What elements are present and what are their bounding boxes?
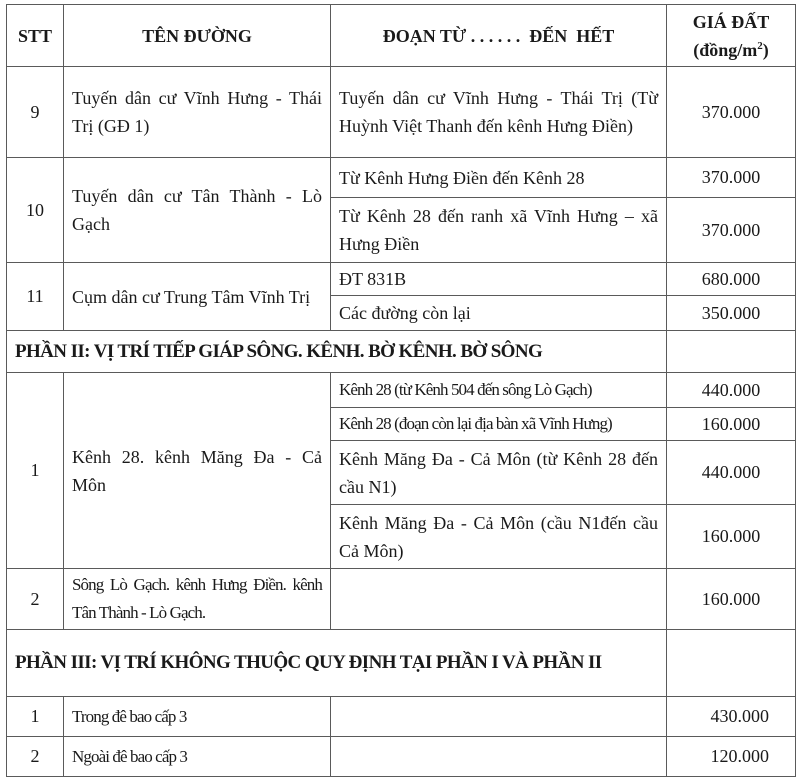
row-stt: 2 bbox=[7, 737, 64, 777]
section-title-part3: PHẦN III: VỊ TRÍ KHÔNG THUỘC QUY ĐỊNH TẠI PHẦN I VÀ PHẦN II bbox=[7, 630, 667, 697]
table-row bbox=[7, 67, 796, 158]
row-name: Ngoài đê bao cấp 3 bbox=[64, 737, 331, 777]
table-row bbox=[7, 569, 796, 630]
row-stt: 9 bbox=[7, 67, 64, 158]
header-gia-dat bbox=[667, 5, 796, 67]
table-row bbox=[7, 737, 796, 777]
row-segment: Kênh Măng Đa - Cả Môn (cầu N1đến cầu Cả Môn) bbox=[331, 505, 667, 569]
section-empty-price bbox=[667, 331, 796, 373]
row-name: Sông Lò Gạch. kênh Hưng Điền. kênh Tân Thành - Lò Gạch. bbox=[64, 569, 331, 630]
row-segment: Từ Kênh Hưng Điền đến Kênh 28 bbox=[331, 158, 667, 198]
header-row bbox=[7, 5, 796, 67]
row-price: 430.000 bbox=[667, 697, 796, 737]
row-segment: Tuyến dân cư Vĩnh Hưng - Thái Trị (Từ Huỳnh Việt Thanh đến kênh Hưng Điền) bbox=[331, 67, 667, 158]
row-price: 370.000 bbox=[667, 198, 796, 263]
section-row bbox=[7, 630, 796, 697]
header-doan bbox=[331, 5, 667, 67]
section-row bbox=[7, 331, 796, 373]
row-segment: Kênh 28 (đoạn còn lại địa bàn xã Vĩnh Hưng) bbox=[331, 408, 667, 441]
table-row bbox=[7, 373, 796, 408]
row-price: 370.000 bbox=[667, 158, 796, 198]
row-name: Trong đê bao cấp 3 bbox=[64, 697, 331, 737]
header-gia-line1: GIÁ ĐẤT bbox=[692, 11, 770, 32]
row-price: 160.000 bbox=[667, 569, 796, 630]
section-empty-price bbox=[667, 630, 796, 697]
row-name: Tuyến dân cư Tân Thành - Lò Gạch bbox=[64, 158, 331, 263]
row-segment bbox=[331, 737, 667, 777]
row-price: 160.000 bbox=[667, 408, 796, 441]
header-doan-label: ĐOẠN TỪ . . . . . . ĐẾN HẾT bbox=[382, 25, 615, 46]
header-gia-line2 bbox=[675, 34, 787, 62]
land-price-table bbox=[6, 4, 796, 777]
row-price: 370.000 bbox=[667, 67, 796, 158]
header-gia-close: ) bbox=[762, 39, 769, 60]
row-price: 680.000 bbox=[667, 263, 796, 296]
row-segment bbox=[331, 697, 667, 737]
row-segment: ĐT 831B bbox=[331, 263, 667, 296]
header-stt: STT bbox=[7, 5, 64, 67]
row-price: 160.000 bbox=[667, 505, 796, 569]
header-ten-duong: TÊN ĐƯỜNG bbox=[64, 5, 331, 67]
row-segment: Các đường còn lại bbox=[331, 296, 667, 331]
row-name: Kênh 28. kênh Măng Đa - Cả Môn bbox=[64, 373, 331, 569]
row-segment: Kênh Măng Đa - Cả Môn (từ Kênh 28 đến cầu N1) bbox=[331, 441, 667, 505]
row-stt: 11 bbox=[7, 263, 64, 331]
row-price: 120.000 bbox=[667, 737, 796, 777]
row-price: 440.000 bbox=[667, 441, 796, 505]
header-gia-unit: (đồng/m bbox=[693, 39, 758, 60]
row-name: Cụm dân cư Trung Tâm Vĩnh Trị bbox=[64, 263, 331, 331]
table-row bbox=[7, 697, 796, 737]
row-stt: 2 bbox=[7, 569, 64, 630]
row-segment bbox=[331, 569, 667, 630]
row-price: 440.000 bbox=[667, 373, 796, 408]
row-stt: 1 bbox=[7, 373, 64, 569]
section-title-part2: PHẦN II: VỊ TRÍ TIẾP GIÁP SÔNG. KÊNH. BỜ KÊNH. BỜ SÔNG bbox=[7, 331, 667, 373]
row-name: Tuyến dân cư Vĩnh Hưng - Thái Trị (GĐ 1) bbox=[64, 67, 331, 158]
row-stt: 1 bbox=[7, 697, 64, 737]
row-segment: Từ Kênh 28 đến ranh xã Vĩnh Hưng – xã Hưng Điền bbox=[331, 198, 667, 263]
row-segment: Kênh 28 (từ Kênh 504 đến sông Lò Gạch) bbox=[331, 373, 667, 408]
table-row bbox=[7, 158, 796, 198]
row-price: 350.000 bbox=[667, 296, 796, 331]
table-row bbox=[7, 263, 796, 296]
header-gia-sup: 2 bbox=[757, 39, 763, 52]
row-stt: 10 bbox=[7, 158, 64, 263]
